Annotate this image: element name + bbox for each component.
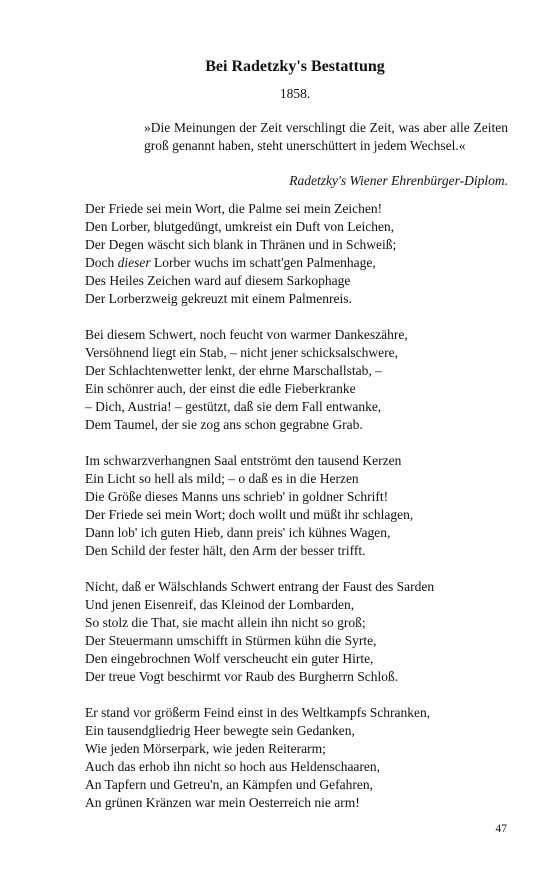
poem-line: Im schwarzverhangnen Saal entströmt den tausend Kerzen xyxy=(85,453,402,468)
page-number: 47 xyxy=(495,823,507,835)
poem-line: Die Größe dieses Manns uns schrieb' in goldner Schrift! xyxy=(85,489,389,504)
poem-body xyxy=(85,200,525,830)
poem-line: Der Lorberzweig gekreuzt mit einem Palmenreis. xyxy=(85,291,352,306)
poem-line: Dem Taumel, der sie zog ans schon gegrabne Grab. xyxy=(85,417,363,432)
stanza xyxy=(85,452,525,560)
poem-line: Der Friede sei mein Wort, die Palme sei mein Zeichen! xyxy=(85,201,383,216)
poem-line: Und jenen Eisenreif, das Kleinod der Lombarden, xyxy=(85,597,355,612)
poem-line: Der treue Vogt beschirmt vor Raub des Burgherrn Schloß. xyxy=(85,669,399,684)
epigraph-source: Radetzky's Wiener Ehrenbürger-Diplom. xyxy=(289,173,508,188)
poem-line: Des Heiles Zeichen ward auf diesem Sarkophage xyxy=(85,273,351,288)
poem-line: An grünen Kränzen war mein Oesterreich nie arm! xyxy=(85,795,360,810)
poem-line: Nicht, daß er Wälschlands Schwert entrang der Faust des Sarden xyxy=(85,579,435,594)
poem-line: Ein schönrer auch, der einst die edle Fieberkranke xyxy=(85,381,356,396)
poem-line: Der Steuermann umschifft in Stürmen kühn die Syrte, xyxy=(85,633,377,648)
poem-line: Wie jeden Mörserpark, wie jeden Reiterarm; xyxy=(85,741,326,756)
poem-line: – Dich, Austria! – gestützt, daß sie dem Fall entwanke, xyxy=(85,399,382,414)
poem-line: Dann lob' ich guten Hieb, dann preis' ich kühnes Wagen, xyxy=(85,525,391,540)
poem-line: Versöhnend liegt ein Stab, – nicht jener schicksalschwere, xyxy=(85,345,399,360)
poem-title: Bei Radetzky's Bestattung xyxy=(205,58,385,75)
poem-line: Ein tausendgliedrig Heer bewegte sein Gedanken, xyxy=(85,723,355,738)
poem-line: Den Lorber, blutgedüngt, umkreist ein Duft von Leichen, xyxy=(85,219,395,234)
stanza xyxy=(85,578,525,686)
poem-line: An Tapfern und Getreu'n, an Kämpfen und Gefahren, xyxy=(85,777,374,792)
stanza xyxy=(85,704,525,812)
poem-line: Der Degen wäscht sich blank in Thränen und in Schweiß; xyxy=(85,237,397,252)
poem-line: Er stand vor größerm Feind einst in des Weltkampfs Schranken, xyxy=(85,705,431,720)
poem-line: Der Friede sei mein Wort; doch wollt und müßt ihr schlagen, xyxy=(85,507,414,522)
poem-year: 1858. xyxy=(279,86,311,101)
poem-line: Der Schlachtenwetter lenkt, der ehrne Marschallstab, – xyxy=(85,363,382,378)
poem-line: Auch das erhob ihn nicht so hoch aus Heldenschaaren, xyxy=(85,759,381,774)
poem-line: Ein Licht so hell als mild; – o daß es in die Herzen xyxy=(85,471,359,486)
poem-line: Bei diesem Schwert, noch feucht von warmer Dankeszähre, xyxy=(85,327,408,342)
poem-line: So stolz die That, sie macht allein ihn nicht so groß; xyxy=(85,615,366,630)
line-text: Lorber wuchs im schatt'gen Palmenhage, xyxy=(150,255,376,270)
poem-line xyxy=(85,254,525,272)
line-text: Doch xyxy=(85,255,118,270)
poem-line: Den Schild der fester hält, den Arm der besser trifft. xyxy=(85,543,366,558)
stanza xyxy=(85,200,525,308)
emphasized-word: dieser xyxy=(117,255,151,270)
poem-line: Den eingebrochnen Wolf verscheucht ein guter Hirte, xyxy=(85,651,374,666)
epigraph-text: »Die Meinungen der Zeit verschlingt die Zeit, was aber alle Zeiten groß genannt haben, steht unerschüttert in jedem Wechsel.« xyxy=(144,120,508,153)
stanza xyxy=(85,326,525,434)
